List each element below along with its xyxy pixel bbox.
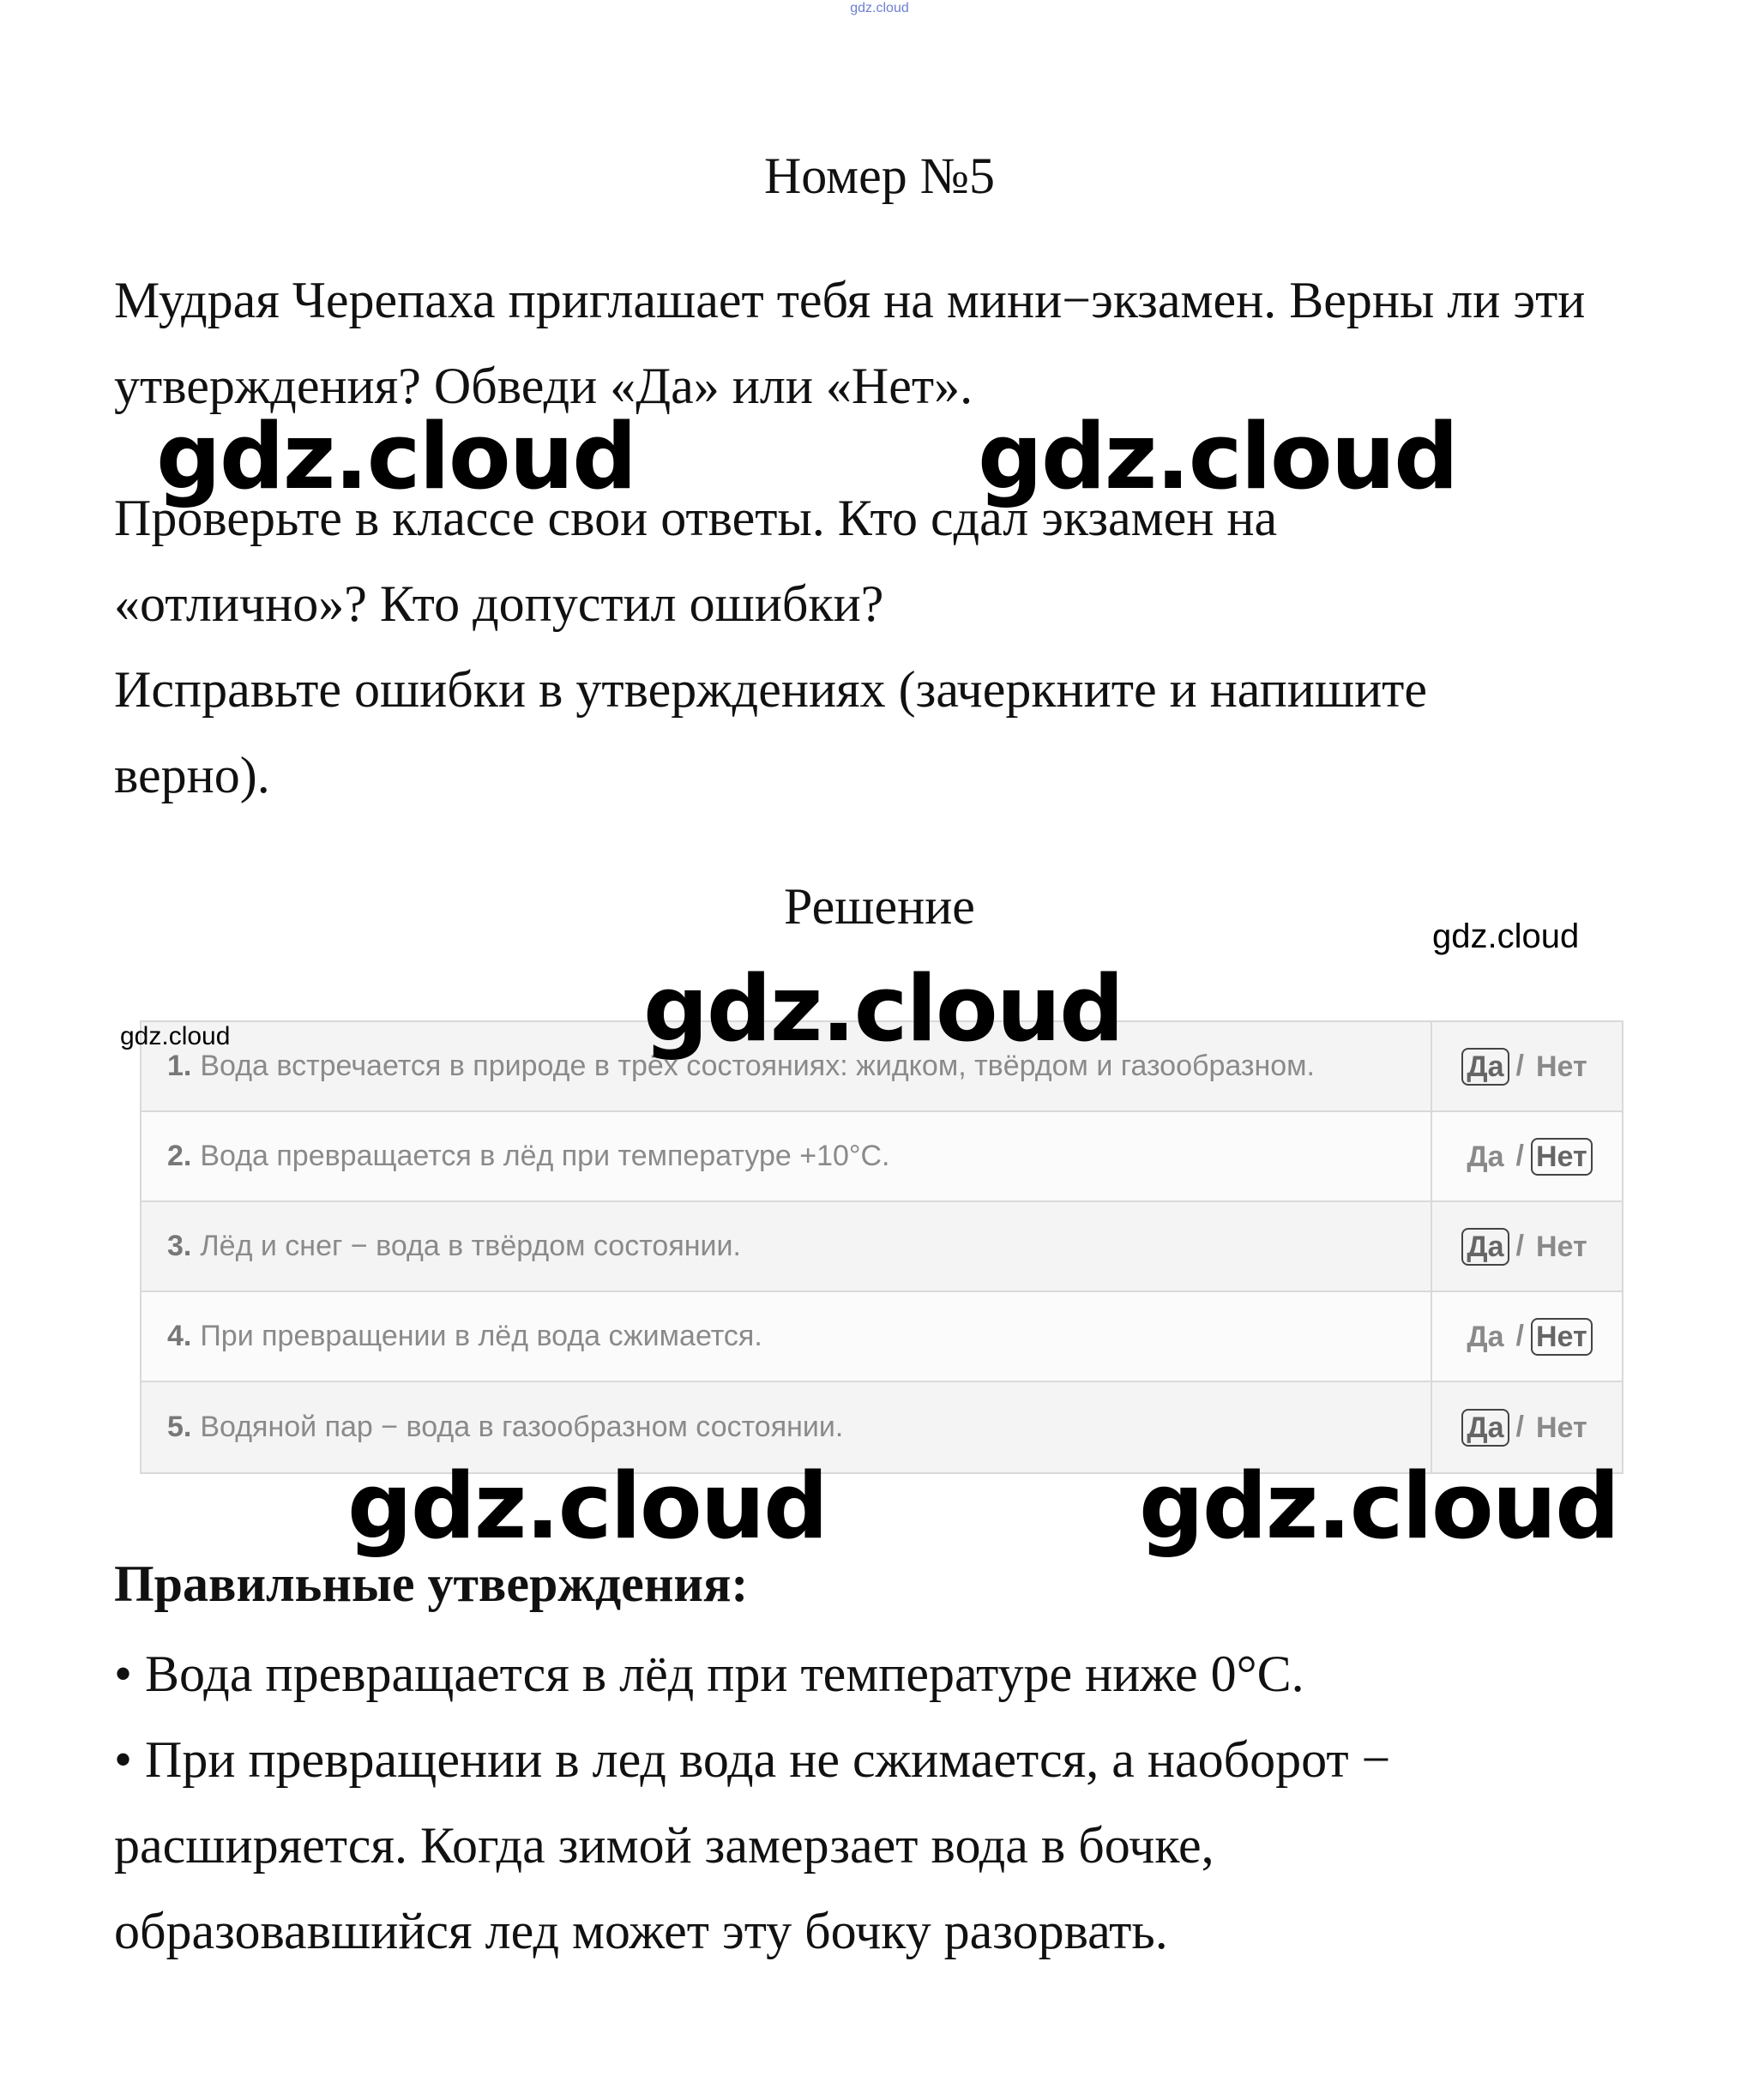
answer-cell bbox=[1432, 1112, 1622, 1200]
watermark: gdz.cloud bbox=[1139, 1453, 1619, 1559]
instruction-line: «отлично»? Кто допустил ошибки? bbox=[114, 575, 884, 632]
correct-statement-line: • При превращении в лед вода не сжимается, а наоборот − bbox=[114, 1731, 1391, 1788]
watermark: gdz.cloud bbox=[156, 404, 636, 509]
statement-number: 1. bbox=[167, 1050, 192, 1082]
correct-statement-line: расширяется. Когда зимой замерзает вода в бочке, bbox=[114, 1817, 1214, 1874]
table-row bbox=[142, 1202, 1622, 1292]
answer-no[interactable]: Нет bbox=[1531, 1318, 1593, 1356]
statement-text: При превращении в лёд вода сжимается. bbox=[200, 1320, 762, 1352]
solution-heading: Решение bbox=[784, 878, 975, 935]
statement-cell bbox=[142, 1112, 1432, 1200]
table-row bbox=[142, 1112, 1622, 1202]
task-instructions bbox=[114, 475, 1658, 818]
answer-cell bbox=[1432, 1202, 1622, 1291]
answer-separator: / bbox=[1515, 1411, 1524, 1443]
answer-yes[interactable]: Да bbox=[1461, 1048, 1509, 1086]
correct-statements-title: Правильные утверждения: bbox=[114, 1555, 749, 1612]
watermark: gdz.cloud bbox=[347, 1453, 828, 1559]
answer-no[interactable]: Нет bbox=[1531, 1138, 1593, 1176]
answer-separator: / bbox=[1515, 1140, 1524, 1172]
watermark: gdz.cloud bbox=[643, 956, 1123, 1062]
statement-text: Лёд и снег − вода в твёрдом состоянии. bbox=[200, 1230, 741, 1262]
correct-statement-line: • Вода превращается в лёд при температуре ниже 0°С. bbox=[114, 1646, 1304, 1702]
statement-number: 4. bbox=[167, 1320, 192, 1352]
top-watermark: gdz.cloud bbox=[850, 1, 909, 15]
statement-text: Вода встречается в природе в трёх состояниях: жидком, твёрдом и газообразном. bbox=[200, 1050, 1315, 1082]
instruction-line: Исправьте ошибки в утверждениях (зачеркните и напишите bbox=[114, 661, 1428, 718]
answer-separator: / bbox=[1515, 1050, 1524, 1082]
statement-cell bbox=[142, 1292, 1432, 1381]
page-title: Номер №5 bbox=[763, 147, 996, 204]
statements-table bbox=[140, 1020, 1623, 1474]
watermark: gdz.cloud bbox=[1432, 918, 1580, 955]
statement-cell bbox=[142, 1202, 1432, 1291]
instruction-line: верно). bbox=[114, 747, 270, 803]
statement-text: Водяной пар − вода в газообразном состоянии. bbox=[200, 1411, 844, 1443]
correct-statement-line: образовавшийся лед может эту бочку разорвать. bbox=[114, 1903, 1168, 1959]
task-paragraph: Мудрая Черепаха приглашает тебя на мини−экзамен. Верны ли эти утверждения? Обведи «Да» или «Нет». bbox=[114, 272, 1586, 414]
answer-yes[interactable]: Да bbox=[1467, 1140, 1504, 1173]
answer-no[interactable]: Нет bbox=[1535, 1411, 1587, 1444]
statement-number: 5. bbox=[167, 1411, 192, 1443]
statement-text: Вода превращается в лёд при температуре +10°C. bbox=[200, 1140, 890, 1172]
statement-number: 3. bbox=[167, 1230, 192, 1262]
answer-cell bbox=[1432, 1022, 1622, 1110]
answer-separator: / bbox=[1515, 1320, 1524, 1352]
answer-separator: / bbox=[1515, 1230, 1524, 1262]
watermark: gdz.cloud bbox=[978, 404, 1458, 509]
instruction-line: Проверьте в классе свои ответы. Кто сдал экзамен на bbox=[114, 490, 1278, 546]
table-row bbox=[142, 1292, 1622, 1382]
answer-cell bbox=[1432, 1292, 1622, 1381]
watermark: gdz.cloud bbox=[120, 1022, 231, 1050]
answer-no[interactable]: Нет bbox=[1535, 1230, 1587, 1263]
statement-number: 2. bbox=[167, 1140, 192, 1172]
answer-yes[interactable]: Да bbox=[1461, 1228, 1509, 1266]
correct-statements-list bbox=[114, 1631, 1658, 1974]
answer-yes[interactable]: Да bbox=[1467, 1320, 1504, 1353]
answer-no[interactable]: Нет bbox=[1535, 1050, 1587, 1083]
answer-yes[interactable]: Да bbox=[1461, 1409, 1509, 1447]
